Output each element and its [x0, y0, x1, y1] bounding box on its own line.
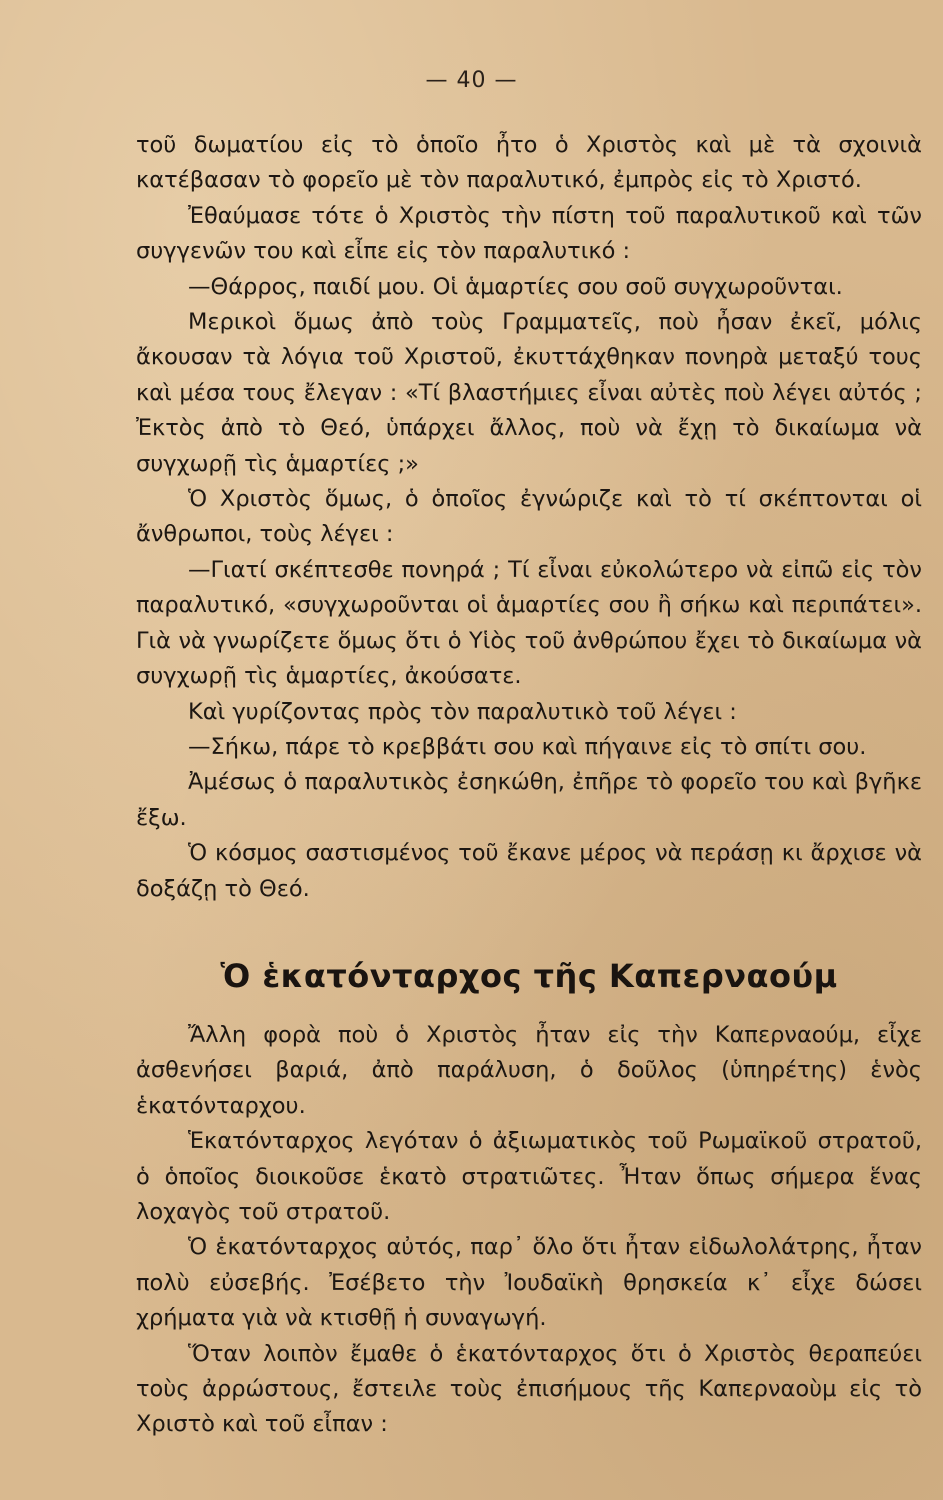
paragraph: Ὁ ἑκατόνταρχος αὐτός, παρ᾿ ὅλο ὅτι ἦταν εἰδωλολάτρης, ἦταν πολὺ εὐσεβής. Ἐσέβετο τὴν Ἰουδαϊκὴ θρησκεία κ᾿ εἶχε δώσει χρήματα γιὰ νὰ κτισθῇ ἡ συναγωγή. — [136, 1234, 922, 1332]
page-content — [136, 128, 922, 1443]
section-paralytic-story — [136, 128, 922, 907]
dialogue-line: —Γιατί σκέπτεσθε πονηρά ; Τί εἶναι εὐκολώτερο νὰ εἰπῶ εἰς τὸν παραλυτικό, «συγχωροῦνται οἱ ἁμαρτίες σου ἢ σήκω καὶ περιπάτει». Γιὰ νὰ γνωρίζετε ὅμως ὅτι ὁ Υἱὸς τοῦ ἀνθρώπου ἔχει τὸ δικαίωμα νὰ συγχωρῇ τὶς ἁμαρτίες, ἀκούσατε. — [136, 556, 922, 690]
page-number: — 40 — — [425, 68, 518, 93]
paragraph: Μερικοὶ ὅμως ἀπὸ τοὺς Γραμματεῖς, ποὺ ἦσαν ἐκεῖ, μόλις ἄκουσαν τὰ λόγια τοῦ Χριστοῦ, ἐκυττάχθηκαν πονηρὰ μεταξύ τους καὶ μέσα τους ἔλεγαν : «Τί βλαστήμιες εἶναι αὐτὲς ποὺ λέγει αὐτός ; Ἐκτὸς ἀπὸ τὸ Θεό, ὑπάρχει ἄλλος, ποὺ νὰ ἔχῃ τὸ δικαίωμα νὰ συγχωρῇ τὶς ἁμαρτίες ;» — [136, 309, 922, 477]
paragraph: Ὁ Χριστὸς ὅμως, ὁ ὁποῖος ἐγνώριζε καὶ τὸ τί σκέπτονται οἱ ἄνθρωποι, τοὺς λέγει : — [136, 486, 922, 548]
paragraph: Ἑκατόνταρχος λεγόταν ὁ ἀξιωματικὸς τοῦ Ρωμαϊκοῦ στρατοῦ, ὁ ὁποῖος διοικοῦσε ἑκατὸ στρατιῶτες. Ἦταν ὅπως σήμερα ἕνας λοχαγὸς τοῦ στρατοῦ. — [136, 1128, 922, 1225]
paragraph: Ὅταν λοιπὸν ἔμαθε ὁ ἑκατόνταρχος ὅτι ὁ Χριστὸς θεραπεύει τοὺς ἀρρώστους, ἔστειλε τοὺς ἐπισήμους τῆς Καπερναοὺμ εἰς τὸ Χριστὸ καὶ τοῦ εἶπαν : — [136, 1340, 922, 1438]
paragraph: Ἀμέσως ὁ παραλυτικὸς ἐσηκώθη, ἐπῆρε τὸ φορεῖο του καὶ βγῆκε ἔξω. — [136, 769, 922, 831]
paragraph: Ἄλλη φορὰ ποὺ ὁ Χριστὸς ἦταν εἰς τὴν Καπερναούμ, εἶχε ἀσθενήσει βαριά, ἀπὸ παράλυση, ὁ δοῦλος (ὑπηρέτης) ἑνὸς ἑκατόνταρχου. — [136, 1021, 922, 1119]
chapter-title: Ὁ ἑκατόνταρχος τῆς Καπερναούμ — [220, 956, 838, 995]
paragraph: Ἐθαύμασε τότε ὁ Χριστὸς τὴν πίστη τοῦ παραλυτικοῦ καὶ τῶν συγγενῶν του καὶ εἶπε εἰς τὸν παραλυτικό : — [136, 202, 922, 265]
section-centurion-story — [136, 1018, 922, 1443]
paragraph: Ὁ κόσμος σαστισμένος τοῦ ἔκανε μέρος νὰ περάσῃ κι ἄρχισε νὰ δοξάζῃ τὸ Θεό. — [136, 840, 922, 902]
dialogue-line: —Θάρρος, παιδί μου. Οἱ ἁμαρτίες σου σοῦ συγχωροῦνται. — [188, 273, 843, 300]
paragraph: τοῦ δωματίου εἰς τὸ ὁποῖο ἦτο ὁ Χριστὸς καὶ μὲ τὰ σχοινιὰ κατέβασαν τὸ φορεῖο μὲ τὸν παραλυτικό, ἐμπρὸς εἰς τὸ Χριστό. — [136, 132, 922, 194]
paragraph: Καὶ γυρίζοντας πρὸς τὸν παραλυτικὸ τοῦ λέγει : — [188, 698, 737, 725]
dialogue-line: —Σήκω, πάρε τὸ κρεββάτι σου καὶ πήγαινε εἰς τὸ σπίτι σου. — [188, 733, 867, 760]
